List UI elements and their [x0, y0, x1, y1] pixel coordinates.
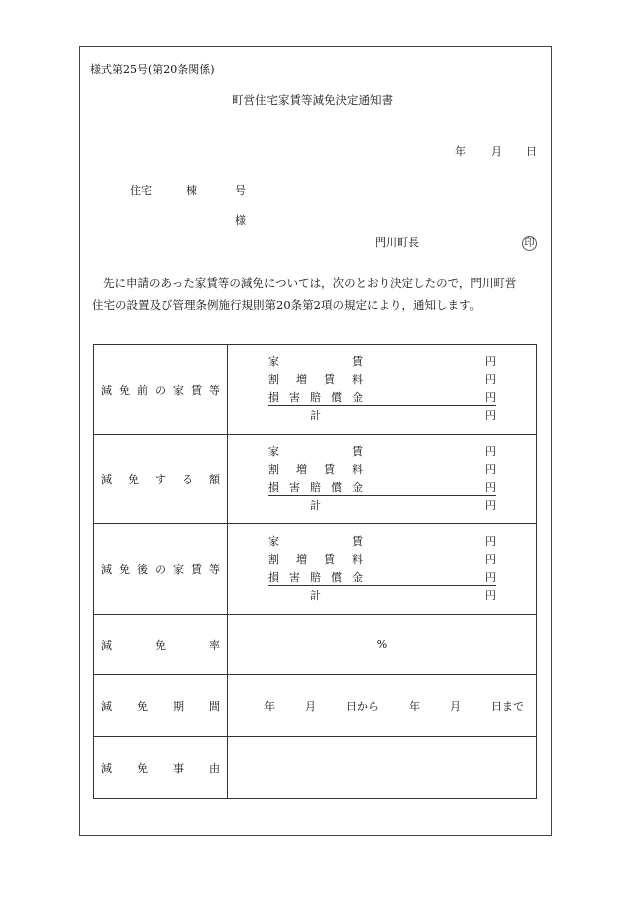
page-title: 町営住宅家賃等減免決定通知書 [232, 93, 393, 107]
period-year-to: 年 [409, 699, 420, 713]
fee-block-before [228, 345, 536, 434]
period-day-to: 日まで [491, 699, 524, 713]
yen-label: 円 [485, 571, 496, 584]
yen-label: 円 [485, 373, 496, 386]
period-day-from: 日から [346, 699, 379, 713]
row-label-before: 減 免 前 の 家 賃 等 [101, 383, 220, 397]
row-after [94, 524, 537, 615]
yen-label: 円 [485, 553, 496, 566]
fee-item-damages: 損 害 賠 償 金 [268, 481, 363, 494]
fee-total: 計 [310, 499, 321, 512]
fee-item-damages: 損 害 賠 償 金 [268, 571, 363, 584]
body-line-1: 先に申請のあった家賃等の減免については，次のとおり決定したので，門川町営 [103, 276, 517, 290]
reason-cell [228, 737, 537, 799]
seal-mark: 印 [522, 236, 537, 251]
row-before [94, 345, 537, 435]
fee-item-surcharge: 割 増 賃 料 [268, 553, 363, 566]
row-period [94, 675, 537, 737]
fee-item-rent: 家 賃 [268, 445, 363, 458]
period-text [264, 698, 524, 714]
issuer-name: 門川町長 [375, 236, 419, 249]
fee-item-damages: 損 害 賠 償 金 [268, 391, 363, 404]
fee-item-rent: 家 賃 [268, 355, 363, 368]
form-label: 様式第25号(第20条関係) [90, 63, 215, 76]
period-month-from: 月 [305, 699, 316, 713]
fee-total: 計 [310, 589, 321, 602]
fee-item-rent: 家 賃 [268, 535, 363, 548]
row-label-period: 減 免 期 間 [101, 699, 220, 713]
yen-label: 円 [485, 463, 496, 476]
fee-item-surcharge: 割 増 賃 料 [268, 463, 363, 476]
yen-label: 円 [485, 535, 496, 548]
address-go: 号 [235, 184, 246, 197]
date-month: 月 [491, 145, 502, 158]
rate-unit: % [376, 638, 388, 651]
date-year: 年 [455, 145, 466, 158]
row-label-after: 減 免 後 の 家 賃 等 [101, 563, 220, 576]
period-month-to: 月 [450, 699, 461, 713]
period-year-from: 年 [264, 699, 275, 713]
date-day: 日 [526, 145, 537, 158]
row-rate [94, 615, 537, 675]
body-line-2: 住宅の設置及び管理条例施行規則第20条第2項の規定により，通知します。 [92, 298, 482, 312]
honorific: 様 [235, 214, 246, 227]
yen-label: 円 [485, 445, 496, 458]
yen-label: 円 [485, 409, 496, 422]
yen-label: 円 [485, 499, 496, 512]
row-label-reason: 減 免 事 由 [101, 761, 220, 775]
fee-item-surcharge: 割 増 賃 料 [268, 373, 363, 386]
yen-label: 円 [485, 355, 496, 368]
row-reason [94, 737, 537, 799]
fee-total: 計 [310, 409, 321, 422]
row-label-amount: 減 免 す る 額 [101, 473, 220, 486]
row-label-rate: 減 免 率 [101, 638, 220, 652]
reduction-table [93, 344, 537, 799]
yen-label: 円 [485, 481, 496, 494]
fee-block-after [228, 524, 536, 614]
address-to: 棟 [186, 184, 197, 197]
row-amount [94, 435, 537, 524]
address-jutaku: 住宅 [130, 184, 152, 197]
fee-block-amount [228, 435, 536, 523]
yen-label: 円 [485, 589, 496, 602]
yen-label: 円 [485, 391, 496, 404]
